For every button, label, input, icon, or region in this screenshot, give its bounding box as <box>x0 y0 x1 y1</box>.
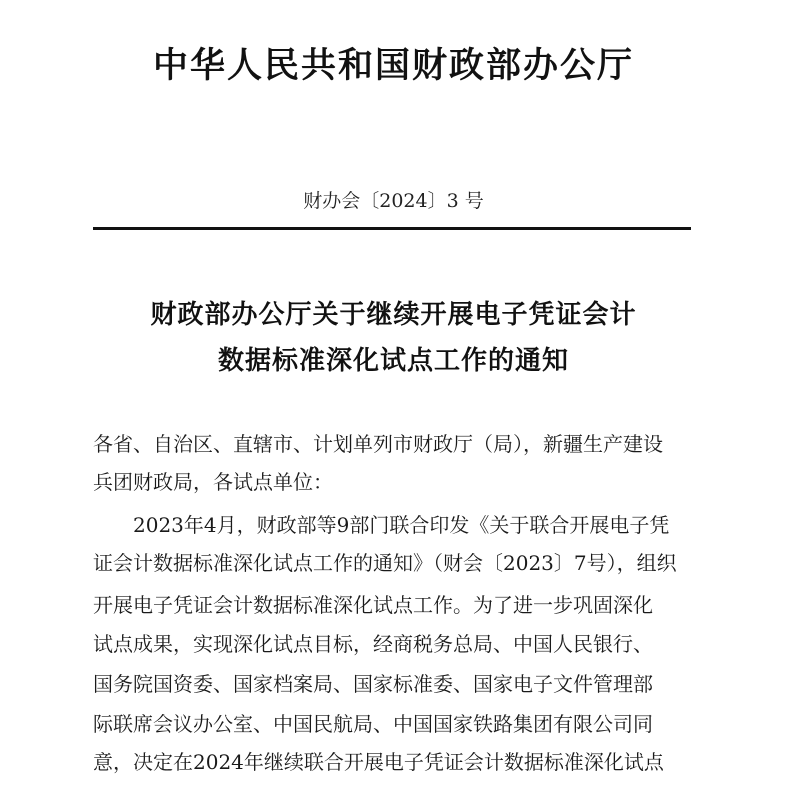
document-number: 财办会〔2024〕3 号 <box>303 190 484 212</box>
body-line: 试点成果，实现深化试点目标，经商税务总局、中国人民银行、 <box>93 632 653 656</box>
notice-title-line-1: 财政部办公厅关于继续开展电子凭证会计 <box>150 300 637 330</box>
header-divider <box>93 227 691 230</box>
body-line: 2023年4月，财政部等9部门联合印发《关于联合开展电子凭 <box>93 513 670 537</box>
body-line: 兵团财政局，各试点单位： <box>93 470 333 494</box>
body-line: 各省、自治区、直辖市、计划单列市财政厅（局），新疆生产建设 <box>93 432 663 456</box>
body-line: 证会计数据标准深化试点工作的通知》（财会〔2023〕7号），组织 <box>93 551 677 575</box>
body-line: 国务院国资委、国家档案局、国家标准委、国家电子文件管理部 <box>93 672 653 696</box>
body-line: 意，决定在2024年继续联合开展电子凭证会计数据标准深化试点 <box>93 750 664 774</box>
notice-title-line-2: 数据标准深化试点工作的通知 <box>217 346 569 376</box>
body-line: 际联席会议办公室、中国民航局、中国国家铁路集团有限公司同 <box>93 712 653 736</box>
issuer-title: 中华人民共和国财政部办公厅 <box>152 46 634 86</box>
body-line: 开展电子凭证会计数据标准深化试点工作。为了进一步巩固深化 <box>93 593 653 617</box>
